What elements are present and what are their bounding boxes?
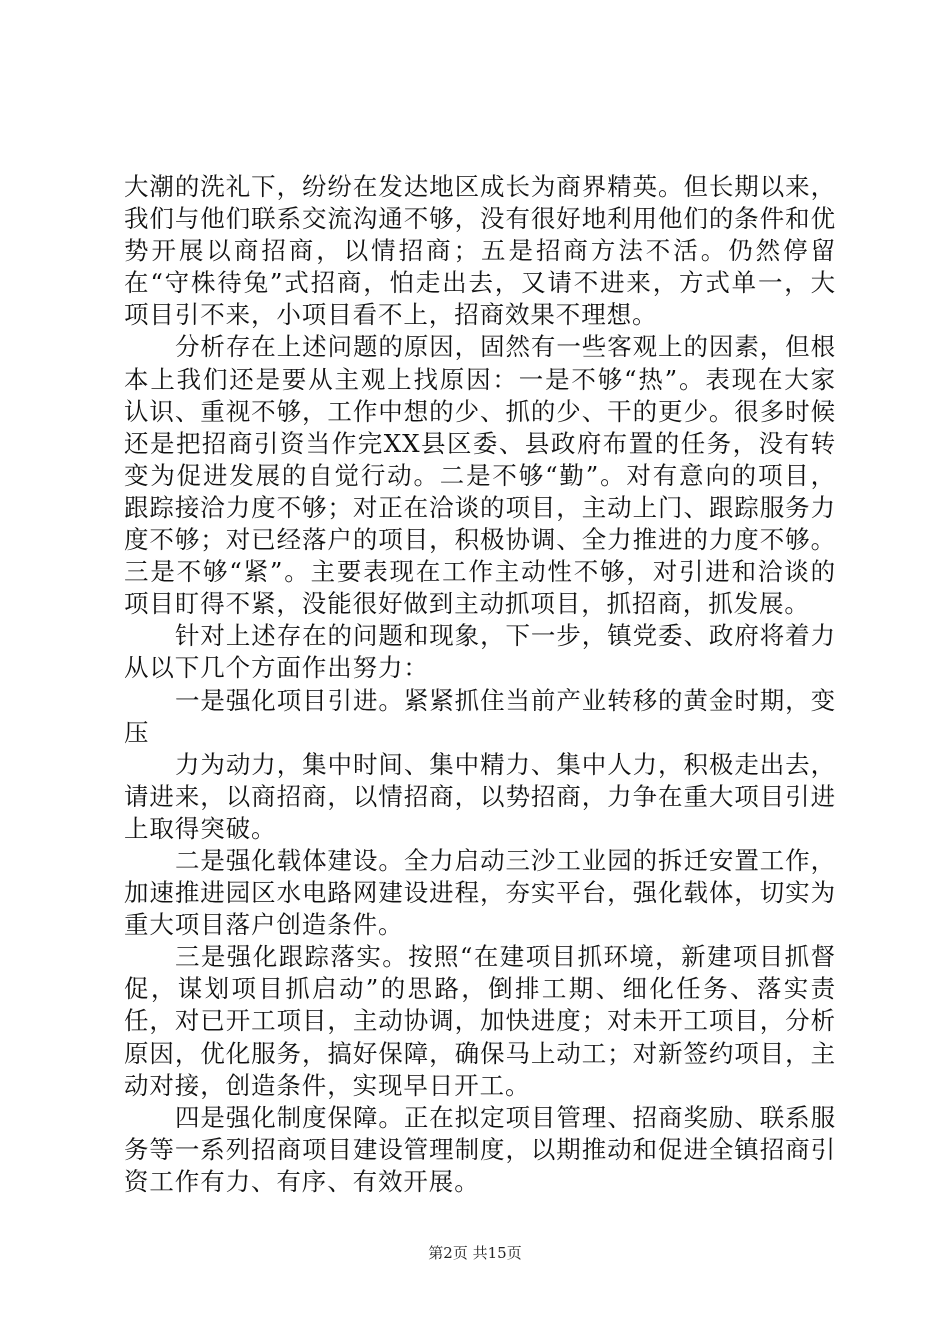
page-footer [0,1243,950,1263]
page-number-label: 第2页 共15页 [428,1244,522,1262]
paragraph-7: 三是强化跟踪落实。按照“在建项目抓环境，新建项目抓督促，谋划项目抓启动”的思路，倒排工期、细化任务、落实责任，对已开工项目，主动协调，加快进度；对未开工项目，分析原因，优化服务，搞好保障，确保马上动工；对新签约项目，主动对接，创造条件，实现早日开工。 [124,942,836,1100]
paragraph-3: 针对上述存在的问题和现象，下一步，镇党委、政府将着力从以下几个方面作出努力： [124,621,836,683]
paragraph-1: 大潮的洗礼下，纷纷在发达地区成长为商界精英。但长期以来，我们与他们联系交流沟通不够，没有很好地利用他们的条件和优势开展以商招商，以情招商；五是招商方法不活。仍然停留在“守株待兔”式招商，怕走出去，又请不进来，方式单一，大项目引不来，小项目看不上，招商效果不理想。 [124,172,836,330]
paragraph-8: 四是强化制度保障。正在拟定项目管理、招商奖励、联系服务等一系列招商项目建设管理制度，以期推动和促进全镇招商引资工作有力、有序、有效开展。 [124,1102,836,1196]
paragraph-5: 力为动力，集中时间、集中精力、集中人力，积极走出去，请进来，以商招商，以情招商，以势招商，力争在重大项目引进上取得突破。 [124,749,836,843]
document-body [124,171,836,1198]
paragraph-4: 一是强化项目引进。紧紧抓住当前产业转移的黄金时期，变压 [124,685,836,747]
paragraph-2: 分析存在上述问题的原因，固然有一些客观上的因素，但根本上我们还是要从主观上找原因：一是不够“热”。表现在大家认识、重视不够，工作中想的少、抓的少、干的更少。很多时候还是把招商引资当作完XX县区委、县政府布置的任务，没有转变为促进发展的自觉行动。二是不够“勤”。对有意向的项目，跟踪接洽力度不够；对正在洽谈的项目，主动上门、跟踪服务力度不够；对已经落户的项目，积极协调、全力推进的力度不够。三是不够“紧”。主要表现在工作主动性不够，对引进和洽谈的项目盯得不紧，没能很好做到主动抓项目，抓招商，抓发展。 [124,332,836,619]
paragraph-6: 二是强化载体建设。全力启动三沙工业园的拆迁安置工作，加速推进园区水电路网建设进程，夯实平台，强化载体，切实为重大项目落户创造条件。 [124,845,836,940]
